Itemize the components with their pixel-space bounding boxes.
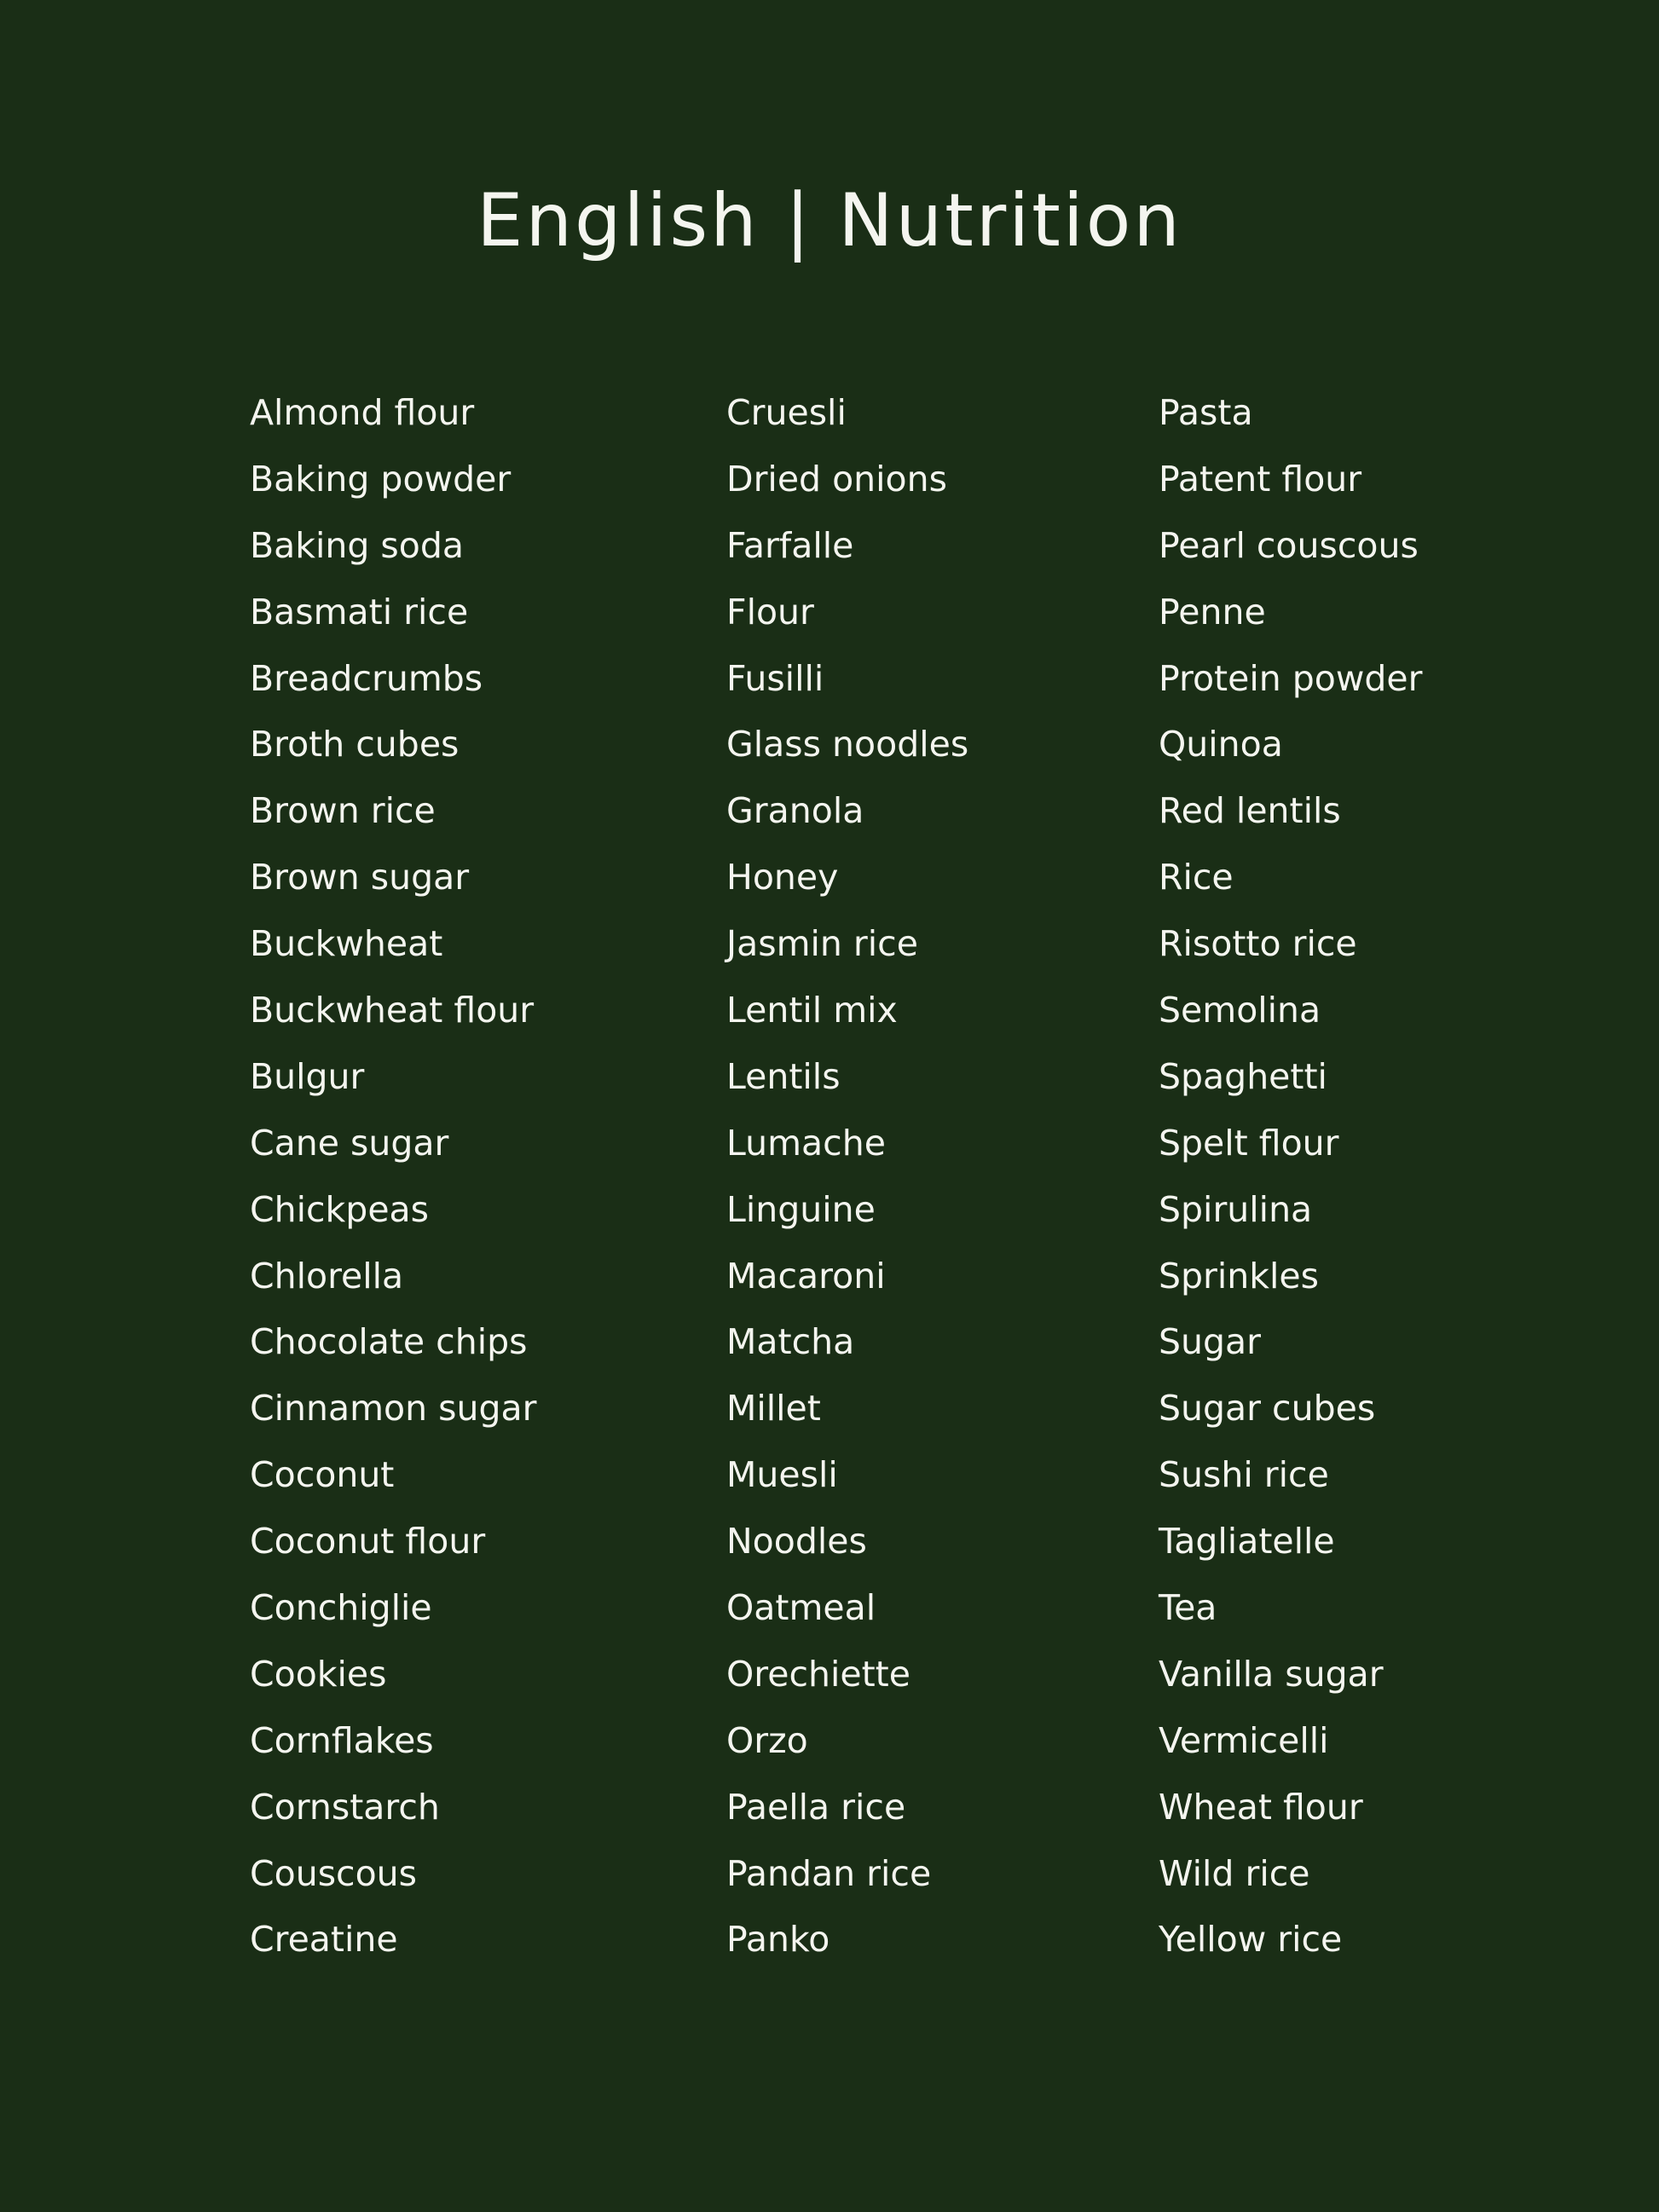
list-item: Vermicelli xyxy=(1159,1719,1329,1761)
list-item: Noodles xyxy=(726,1521,867,1562)
list-item: Fusilli xyxy=(726,657,824,699)
list-item: Orechiette xyxy=(726,1653,910,1695)
list-item: Basmati rice xyxy=(250,591,469,632)
list-item: Muesli xyxy=(726,1454,838,1496)
list-item: Brown rice xyxy=(250,790,436,832)
list-item: Dried onions xyxy=(726,458,947,500)
list-item: Farfalle xyxy=(726,524,854,566)
list-item: Glass noodles xyxy=(726,724,969,765)
list-item: Chlorella xyxy=(250,1255,404,1297)
list-item: Risotto rice xyxy=(1159,923,1357,965)
list-item: Buckwheat xyxy=(250,923,443,965)
list-item: Linguine xyxy=(726,1188,876,1230)
list-item: Coconut xyxy=(250,1454,395,1496)
list-item: Conchiglie xyxy=(250,1587,432,1629)
list-item: Creatine xyxy=(250,1919,398,1961)
list-item: Wheat flour xyxy=(1159,1786,1363,1828)
list-item: Millet xyxy=(726,1388,821,1429)
list-item: Jasmin rice xyxy=(726,923,918,965)
list-item: Protein powder xyxy=(1159,657,1423,699)
list-item: Baking powder xyxy=(250,458,512,500)
list-item: Pasta xyxy=(1159,392,1253,433)
list-item: Pearl couscous xyxy=(1159,524,1419,566)
list-item: Cornstarch xyxy=(250,1786,440,1828)
list-item: Cruesli xyxy=(726,392,847,433)
list-item: Sprinkles xyxy=(1159,1255,1320,1297)
list-item: Sugar xyxy=(1159,1321,1262,1363)
word-column-1 xyxy=(250,380,537,1973)
list-item: Vanilla sugar xyxy=(1159,1653,1384,1695)
list-item: Brown sugar xyxy=(250,857,470,898)
list-item: Breadcrumbs xyxy=(250,657,483,699)
list-item: Broth cubes xyxy=(250,724,460,765)
list-item: Lumache xyxy=(726,1122,886,1164)
list-item: Cornflakes xyxy=(250,1719,434,1761)
list-item: Spaghetti xyxy=(1159,1055,1327,1097)
list-item: Oatmeal xyxy=(726,1587,876,1629)
list-item: Lentil mix xyxy=(726,990,898,1031)
list-item: Wild rice xyxy=(1159,1852,1310,1894)
list-item: Tagliatelle xyxy=(1159,1521,1335,1562)
list-item: Sushi rice xyxy=(1159,1454,1329,1496)
list-item: Granola xyxy=(726,790,864,832)
list-item: Chocolate chips xyxy=(250,1321,528,1363)
list-item: Yellow rice xyxy=(1159,1919,1343,1961)
list-item: Sugar cubes xyxy=(1159,1388,1376,1429)
list-item: Macaroni xyxy=(726,1255,886,1297)
list-item: Coconut flour xyxy=(250,1521,486,1562)
list-item: Rice xyxy=(1159,857,1234,898)
list-item: Semolina xyxy=(1159,990,1321,1031)
list-item: Cinnamon sugar xyxy=(250,1388,537,1429)
list-item: Couscous xyxy=(250,1852,418,1894)
list-item: Honey xyxy=(726,857,839,898)
list-item: Red lentils xyxy=(1159,790,1341,832)
list-item: Paella rice xyxy=(726,1786,906,1828)
list-item: Spirulina xyxy=(1159,1188,1313,1230)
list-item: Pandan rice xyxy=(726,1852,932,1894)
list-item: Chickpeas xyxy=(250,1188,430,1230)
word-column-2 xyxy=(726,380,968,1973)
list-item: Penne xyxy=(1159,591,1266,632)
page-title: English | Nutrition xyxy=(477,178,1182,263)
list-item: Flour xyxy=(726,591,814,632)
list-item: Cookies xyxy=(250,1653,387,1695)
list-item: Buckwheat flour xyxy=(250,990,535,1031)
word-column-3 xyxy=(1159,380,1423,1973)
list-item: Quinoa xyxy=(1159,724,1283,765)
list-item: Tea xyxy=(1159,1587,1217,1629)
list-item: Matcha xyxy=(726,1321,855,1363)
list-item: Bulgur xyxy=(250,1055,365,1097)
list-item: Patent flour xyxy=(1159,458,1362,500)
list-item: Orzo xyxy=(726,1719,808,1761)
list-item: Baking soda xyxy=(250,524,465,566)
list-item: Almond flour xyxy=(250,392,475,433)
list-item: Lentils xyxy=(726,1055,841,1097)
list-item: Panko xyxy=(726,1919,830,1961)
list-item: Spelt flour xyxy=(1159,1122,1339,1164)
list-item: Cane sugar xyxy=(250,1122,449,1164)
